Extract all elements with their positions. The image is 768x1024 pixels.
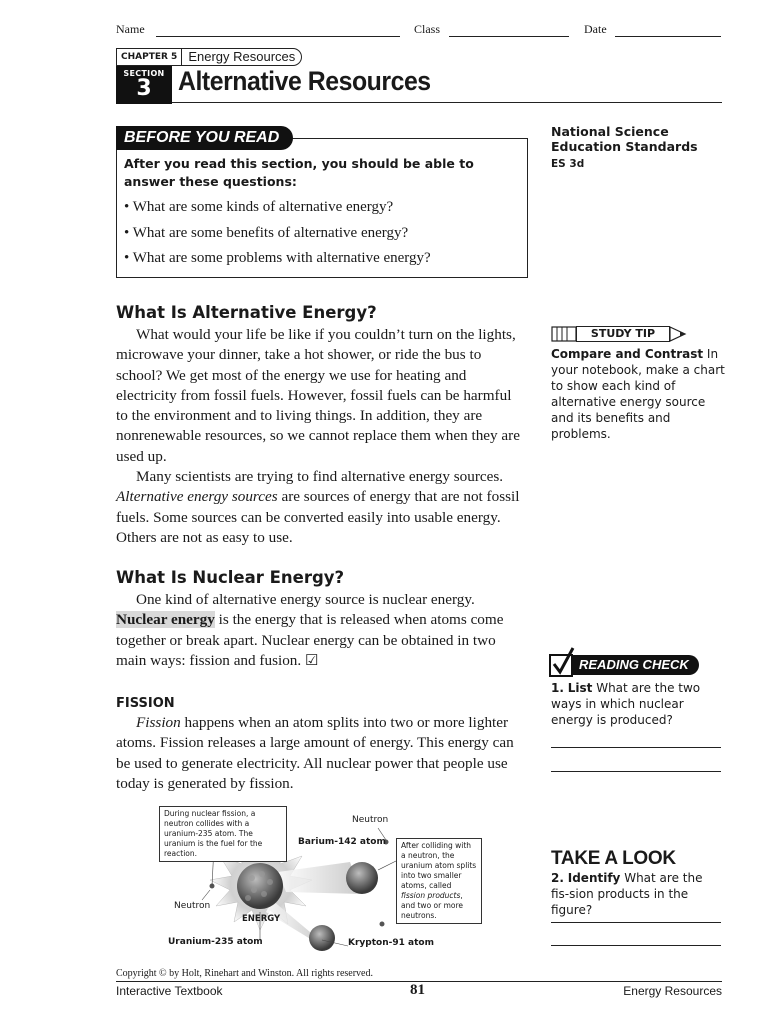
paragraph xyxy=(116,590,524,671)
fission-note-1: During nuclear fission, a neutron collides with a uranium-235 atom. The uranium is the fuel for the reaction. xyxy=(159,806,287,862)
question-verb: List xyxy=(567,681,593,695)
reading-check-tab: READING CHECK xyxy=(573,655,699,675)
barium-nucleus xyxy=(346,862,378,894)
text-run: After colliding with a neutron, the uranium atom splits into two smaller atoms, called xyxy=(401,841,477,890)
take-a-look-heading: TAKE A LOOK xyxy=(551,848,676,869)
section-badge xyxy=(116,66,172,104)
text-run: What are the fis-sion products in the figure? xyxy=(551,871,703,917)
text-run: are sources of energy that are not fossil fuels. Some sources can be converted easily into usable energy. Others are not as easy to use. xyxy=(116,488,520,546)
copyright: Copyright © by Holt, Rinehart and Winston. All rights reserved. xyxy=(116,968,373,979)
date-field[interactable] xyxy=(615,36,721,37)
text-run: happens when an atom splits into two or more lighter atoms. Fission releases a large amount of energy. This energy can be used to generate electricity. All nuclear power that people use today is generated by fission. xyxy=(116,714,514,792)
uranium-nucleus xyxy=(237,863,283,909)
paragraph xyxy=(116,467,524,548)
label-neutron-top: Neutron xyxy=(352,815,389,825)
study-tip-text xyxy=(551,346,725,442)
label-neutron-left: Neutron xyxy=(174,901,211,911)
label-uranium: Uranium-235 atom xyxy=(168,937,263,947)
answer-line[interactable] xyxy=(551,945,721,946)
section-number: 3 xyxy=(136,76,152,101)
text-run: is the energy that is released when atoms come together or break apart. Nuclear energy can be obtained in two main ways: fission and fusion. xyxy=(116,611,504,669)
label-krypton: Krypton-91 atom xyxy=(348,938,434,948)
standards-code: ES 3d xyxy=(551,158,585,170)
alternative-energy-body xyxy=(116,325,524,548)
checkmark-icon xyxy=(549,647,575,677)
label-barium: Barium-142 atom xyxy=(298,837,386,847)
question-verb: Identify xyxy=(567,871,621,885)
standards-heading-2: Education Standards xyxy=(551,139,698,154)
term-fission-products: fission products xyxy=(401,891,461,900)
date-label: Date xyxy=(584,22,607,36)
fission-body xyxy=(116,713,524,794)
paragraph: What would your life be like if you couldn’t turn on the lights, microwave your dinner, take a hot shower, or ride the bus to school? We get most of the energy we use for heating and electricity from fossil fuels. However, fossil fuels can be harmful to the environment and to living things. In addition, they are nonrenewable resources, so we cannot replace them when they are used up. xyxy=(116,326,520,465)
before-you-read-top-border xyxy=(270,138,528,139)
question-number: 2. xyxy=(551,871,564,885)
objective-question: • What are some kinds of alternative energy? xyxy=(124,199,394,215)
page-title: Alternative Resources xyxy=(178,66,431,96)
text-run: Many scientists are trying to find alternative energy sources. xyxy=(136,468,504,486)
reading-check-question xyxy=(551,680,725,728)
section-heading-nuclear-energy: What Is Nuclear Energy? xyxy=(116,568,345,587)
chapter-badge xyxy=(116,48,302,66)
name-label: Name xyxy=(116,22,145,36)
text-run: In your notebook, make a chart to show each kind of alternative energy source and its benefits and problems. xyxy=(551,347,725,441)
before-you-read-intro: After you read this section, you should be able to answer these questions: xyxy=(124,156,474,189)
neutron-low xyxy=(380,922,385,927)
chapter-tag: CHAPTER 5 xyxy=(116,48,181,66)
text-run: One kind of alternative energy source is nuclear energy. xyxy=(136,591,475,608)
name-field[interactable] xyxy=(156,36,400,37)
text-run: , and two or more neutrons. xyxy=(401,891,464,920)
chapter-name: Energy Resources xyxy=(181,48,302,66)
title-divider xyxy=(172,102,722,103)
page-number: 81 xyxy=(410,982,425,998)
fission-note-2 xyxy=(396,838,482,924)
term-fission: Fission xyxy=(136,714,181,731)
standards-heading-1: National Science xyxy=(551,124,669,139)
objective-question: • What are some problems with alternative energy? xyxy=(124,250,431,266)
footer-chapter-title: Energy Resources xyxy=(623,984,722,998)
study-tip-label: STUDY TIP xyxy=(576,326,670,342)
footer-book-title: Interactive Textbook xyxy=(116,984,223,998)
objective-question: • What are some benefits of alternative energy? xyxy=(124,225,409,241)
before-you-read-tab: BEFORE YOU READ xyxy=(116,126,293,150)
term-alternative-energy-sources: Alternative energy sources xyxy=(116,488,278,506)
class-label: Class xyxy=(414,22,441,36)
fission-heading: FISSION xyxy=(116,696,175,711)
nuclear-energy-body xyxy=(116,590,524,671)
answer-line[interactable] xyxy=(551,771,721,772)
text-run: What are the two ways in which nuclear energy is produced? xyxy=(551,681,701,727)
question-number: 1. xyxy=(551,681,564,695)
checkbox-icon: ☑ xyxy=(304,651,319,669)
krypton-nucleus xyxy=(309,925,335,951)
take-a-look-question xyxy=(551,870,723,918)
study-tip-bold: Compare and Contrast xyxy=(551,347,704,361)
section-label: SECTION xyxy=(123,69,165,78)
class-field[interactable] xyxy=(449,36,569,37)
answer-line[interactable] xyxy=(551,747,721,748)
label-energy: ENERGY xyxy=(242,914,281,924)
answer-line[interactable] xyxy=(551,922,721,923)
section-heading-alternative-energy: What Is Alternative Energy? xyxy=(116,303,377,322)
paragraph xyxy=(116,713,524,794)
term-nuclear-energy: Nuclear energy xyxy=(116,611,215,629)
